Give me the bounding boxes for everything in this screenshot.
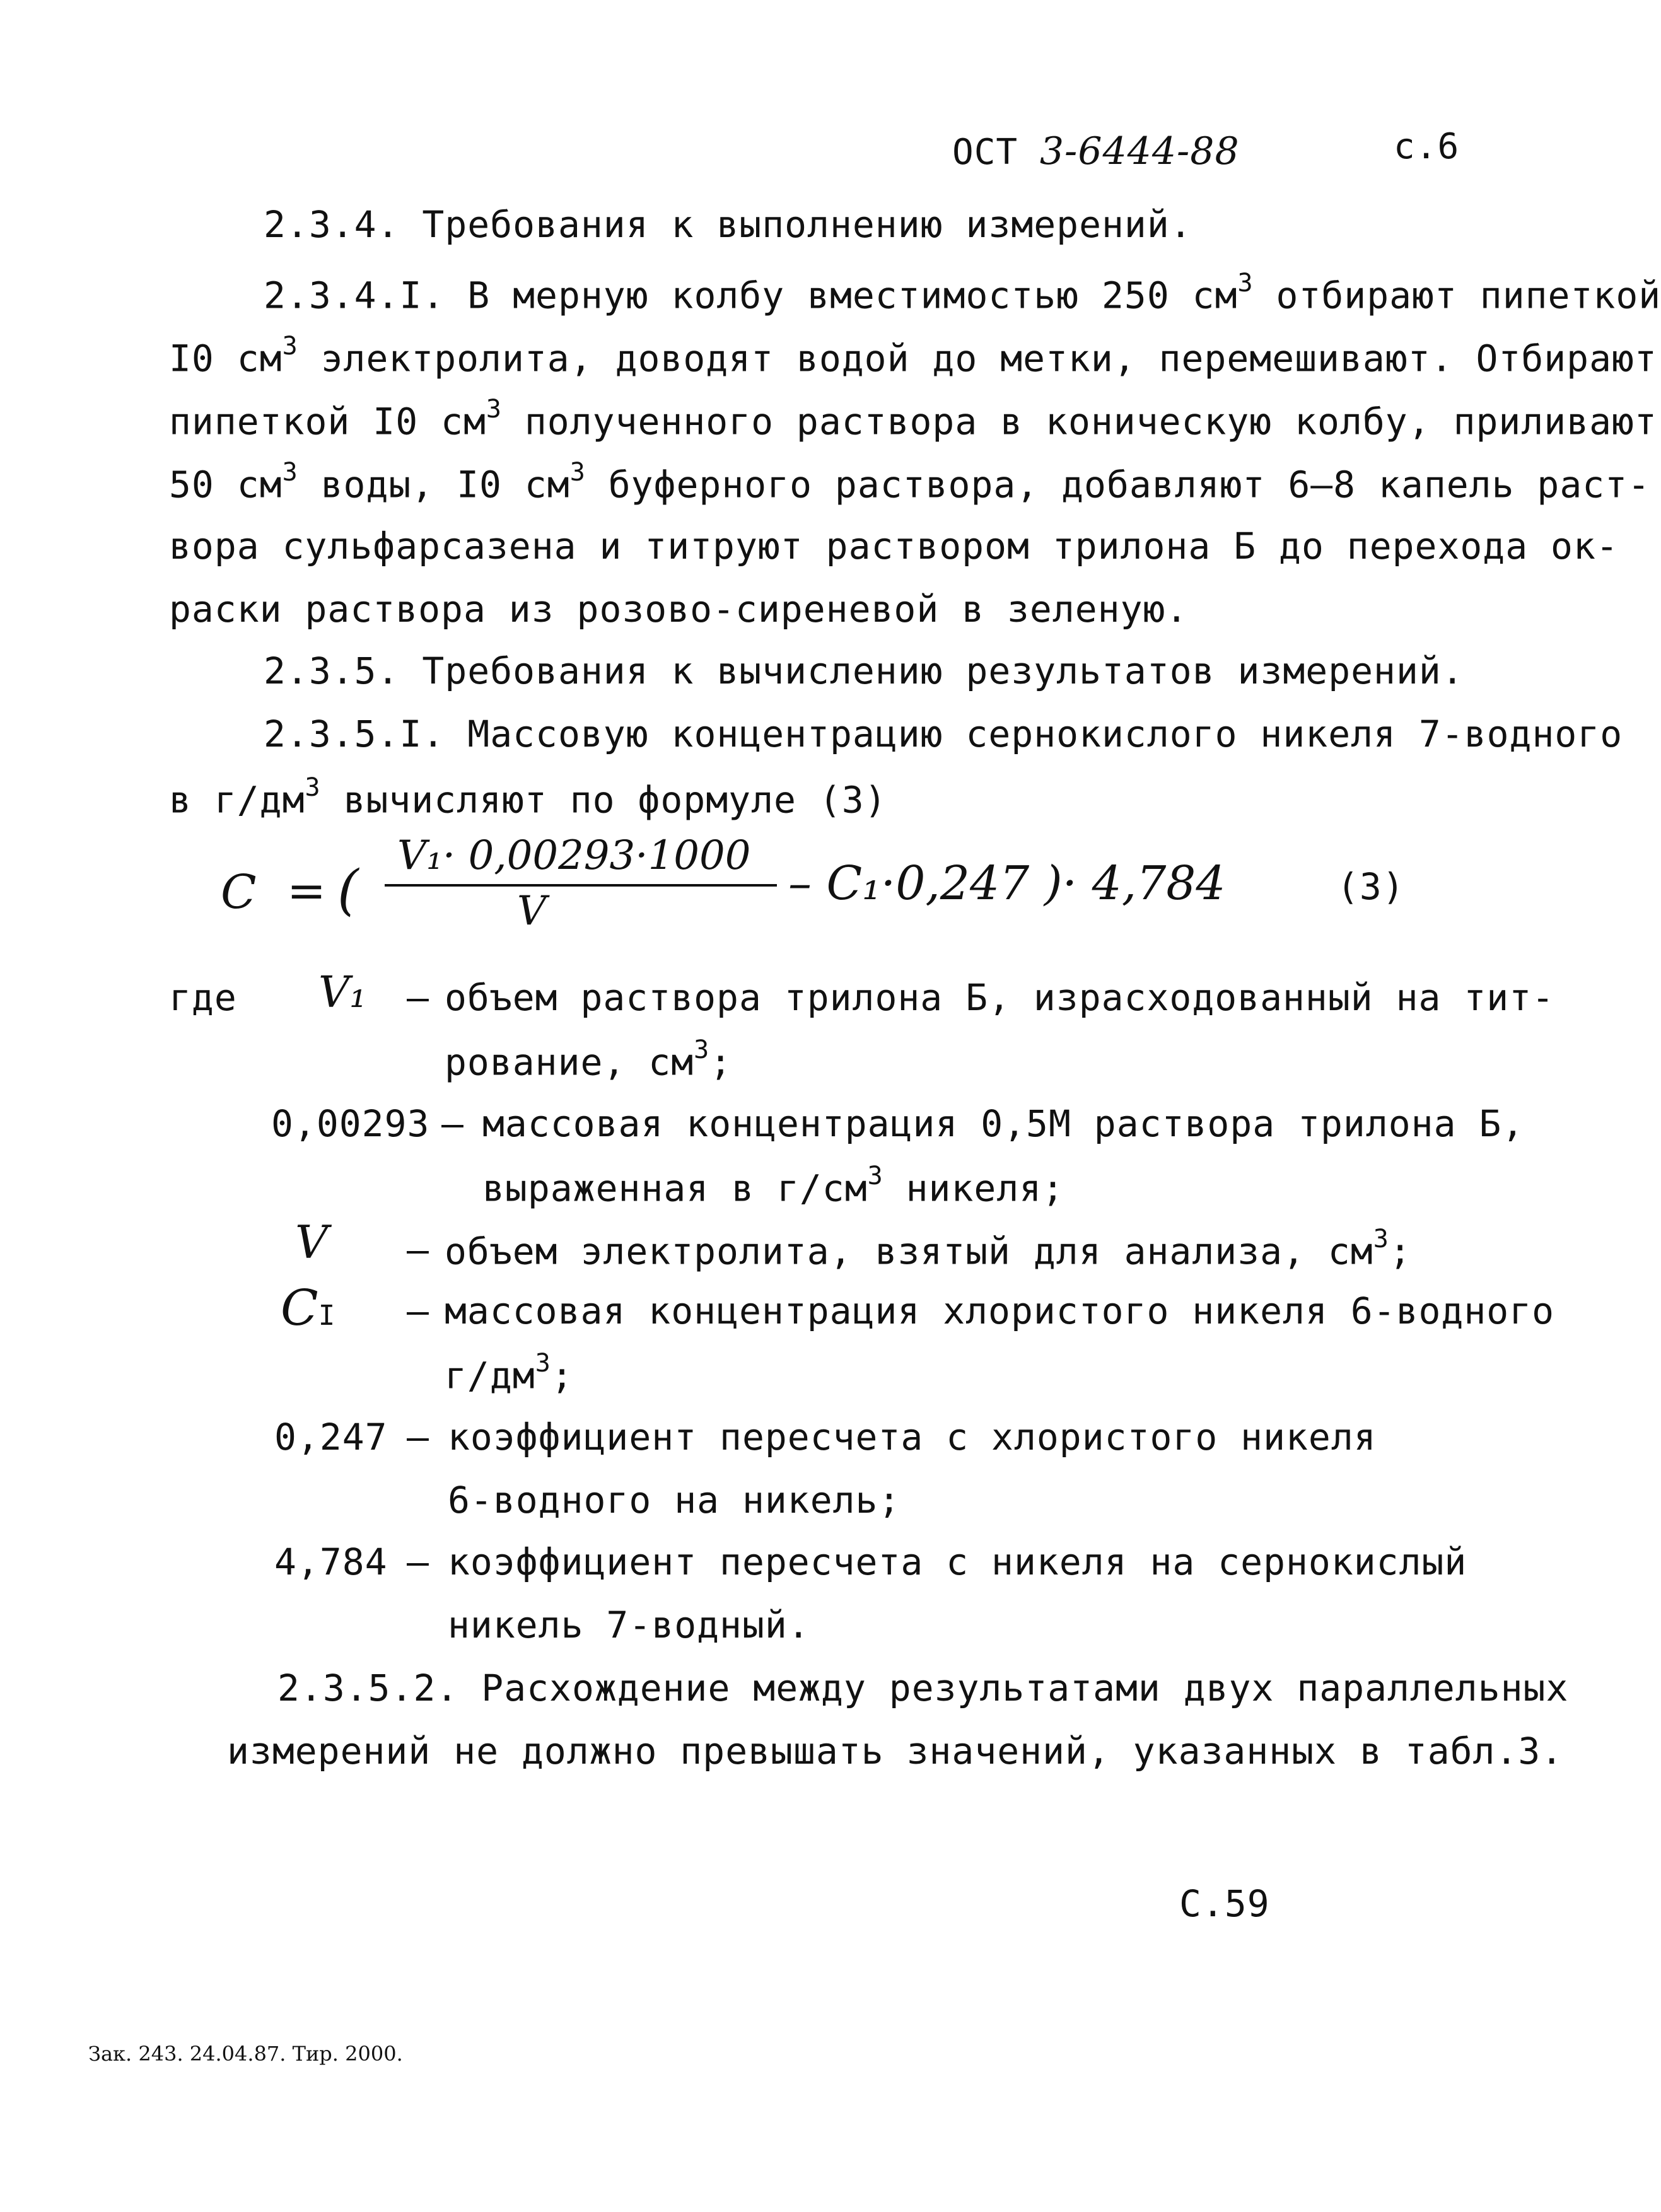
text-span: выраженная в г/см bbox=[482, 1167, 868, 1210]
superscript: 3 bbox=[1373, 1225, 1389, 1254]
legend-text: никель 7-водный. bbox=[448, 1604, 810, 1646]
print-info: Зак. 243. 24.04.87. Тир. 2000. bbox=[88, 2042, 403, 2066]
formula-equals: = bbox=[287, 864, 327, 918]
paragraph-line: измерений не должно превышать значений, указанных в табл.3. bbox=[227, 1730, 1564, 1773]
text-span: пипеткой I0 см bbox=[169, 400, 486, 443]
superscript: 3 bbox=[694, 1035, 710, 1064]
legend-text: массовая концентрация 0,5М раствора трилона Б, bbox=[482, 1102, 1525, 1145]
paragraph-line bbox=[169, 458, 1651, 506]
legend-text: коэффициент пересчета с никеля на сернокислый bbox=[448, 1540, 1467, 1583]
legend-dash: – bbox=[407, 976, 429, 1019]
formula-number: (3) bbox=[1337, 865, 1405, 908]
formula-lhs: C bbox=[221, 865, 257, 919]
legend-symbol: 4,784 bbox=[274, 1540, 388, 1583]
text-span: отбирают пипеткой bbox=[1253, 274, 1661, 317]
superscript: 3 bbox=[305, 773, 321, 802]
paragraph-line bbox=[169, 332, 1657, 380]
legend-symbol: 0,00293 bbox=[271, 1102, 430, 1145]
legend-symbol: 0,247 bbox=[274, 1416, 388, 1458]
formula-rest: – C₁·0,247 )· 4,784 bbox=[788, 856, 1226, 911]
text-span: ; bbox=[551, 1354, 574, 1397]
legend-dash: – bbox=[441, 1102, 464, 1145]
paragraph-line: 2.3.5.I. Массовую концентрацию сернокислого никеля 7-водного bbox=[264, 713, 1623, 755]
superscript: 3 bbox=[486, 395, 502, 424]
legend-text: коэффициент пересчета с хлористого никеля bbox=[448, 1416, 1377, 1458]
legend-dash: – bbox=[407, 1540, 429, 1583]
paragraph-line: вора сульфарсазена и титруют раствором трилона Б до перехода ок- bbox=[169, 525, 1619, 568]
text-span: 50 см bbox=[169, 463, 283, 506]
paragraph-line: 2.3.5.2. Расхождение между результатами двух параллельных bbox=[277, 1667, 1569, 1709]
text-span: I0 см bbox=[169, 337, 283, 380]
page-reference: С.59 bbox=[1179, 1882, 1270, 1925]
superscript: 3 bbox=[535, 1349, 551, 1378]
text-span: ; bbox=[1389, 1230, 1412, 1273]
page-number bbox=[1394, 126, 1459, 167]
legend-dash: – bbox=[407, 1289, 429, 1332]
heading-2-3-5: 2.3.5. Требования к вычислению результатов измерений. bbox=[264, 649, 1464, 692]
paragraph-line: раски раствора из розово-сиреневой в зеленую. bbox=[169, 588, 1189, 631]
standard-prefix: ОСТ bbox=[952, 132, 1018, 173]
text-span: г/дм bbox=[445, 1354, 535, 1397]
legend-dash: – bbox=[407, 1416, 429, 1458]
text-span: в г/дм bbox=[169, 778, 305, 822]
legend-symbol-c1 bbox=[281, 1280, 335, 1337]
legend-symbol-v1: V₁ bbox=[318, 968, 367, 1018]
paragraph-line bbox=[169, 395, 1657, 443]
legend-text: объем раствора трилона Б, израсходованный на тит- bbox=[445, 976, 1555, 1019]
superscript: 3 bbox=[282, 332, 298, 361]
legend-dash: – bbox=[407, 1228, 429, 1271]
text-span: буферного раствора, добавляют 6–8 капель раст- bbox=[585, 463, 1651, 506]
page-label: с. bbox=[1394, 126, 1438, 167]
standard-designation bbox=[952, 129, 1240, 173]
formula-numerator: V₁· 0,00293·1000 bbox=[397, 832, 751, 879]
text-span: ; bbox=[709, 1040, 733, 1084]
standard-number: 3-6444-88 bbox=[1039, 129, 1240, 173]
legend-text bbox=[445, 1035, 733, 1084]
paragraph-line bbox=[169, 773, 887, 822]
legend-symbol-v: V bbox=[295, 1216, 328, 1269]
legend-text bbox=[445, 1349, 574, 1397]
text-span: вычисляют по формуле (3) bbox=[320, 778, 887, 822]
text-span: рование, см bbox=[445, 1040, 694, 1084]
legend-text bbox=[482, 1161, 1065, 1210]
symbol-letter: C bbox=[281, 1280, 318, 1337]
legend-text: 6-водного на никель; bbox=[448, 1479, 901, 1522]
superscript: 3 bbox=[569, 458, 586, 487]
text-span: объем электролита, взятый для анализа, см bbox=[445, 1230, 1373, 1273]
formula-denominator: V bbox=[517, 888, 547, 934]
page-number-value: 6 bbox=[1437, 126, 1460, 167]
legend-text: массовая концентрация хлористого никеля 6-водного bbox=[445, 1289, 1555, 1332]
paragraph-line bbox=[264, 269, 1661, 317]
text-span: электролита, доводят водой до метки, перемешивают. Отбирают bbox=[298, 337, 1657, 380]
legend-where: где bbox=[169, 976, 237, 1019]
text-span: 2.3.4.I. В мерную колбу вместимостью 250 см bbox=[264, 274, 1238, 317]
text-span: никеля; bbox=[883, 1167, 1065, 1210]
superscript: 3 bbox=[1237, 269, 1254, 298]
text-span: воды, I0 см bbox=[298, 463, 570, 506]
formula-open-paren: ( bbox=[337, 859, 359, 922]
heading-2-3-4: 2.3.4. Требования к выполнению измерений. bbox=[264, 203, 1192, 246]
text-span: полученного раствора в коническую колбу, приливают bbox=[501, 400, 1657, 443]
superscript: 3 bbox=[282, 458, 298, 487]
legend-text bbox=[445, 1225, 1412, 1273]
superscript: 3 bbox=[867, 1161, 883, 1190]
subscript: I bbox=[318, 1300, 335, 1332]
fraction-bar bbox=[385, 884, 777, 887]
